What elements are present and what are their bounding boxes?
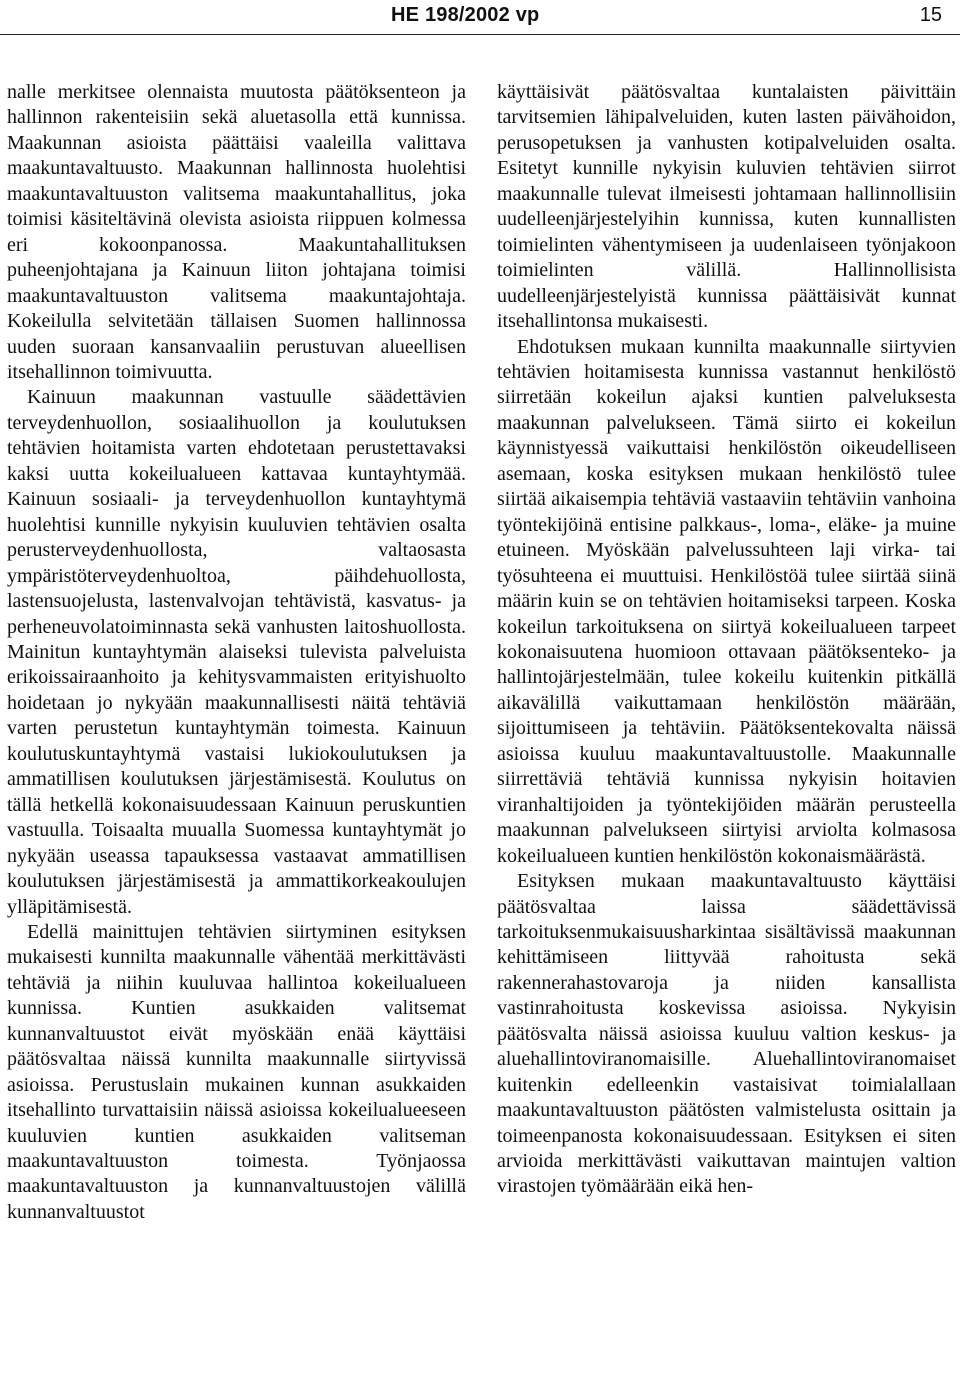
document-reference: HE 198/2002 vp (391, 4, 540, 26)
header-divider (0, 34, 960, 35)
page-number: 15 (919, 4, 942, 26)
page-header (0, 0, 960, 36)
paragraph: Ehdotuksen mukaan kunnilta maakunnalle siirtyvien tehtävien hoitamisesta kunnissa vastannut henkilöstö siirretään kokeilun ajaksi kuntien palveluksesta maakunnan palvelukseen. Tämä siirto ei kokeilun käynnistyessä vaikuttaisi henkilöstön oikeudelliseen asemaan, koska esityksen mukaan henkilöstö tulee siirtää aikaisempia tehtäviä vastaaviin tehtäviin vanhoina työntekijöinä entisine palkkaus-, loma-, eläke- ja muine etuineen. Myöskään palvelussuhteen laji virka- tai työsuhteena ei muuttuisi. Henkilöstöä tulee siirtää siinä määrin kuin se on tehtävien hoitamiseksi tarpeen. Koska kokeilun tarkoituksena on siirtyä kokeilualueen tarpeet kokonaisuutena huomioon ottavaan päätöksenteko- ja hallintojärjestelmään, tulee kokeilu kuitenkin pitkällä aikavälillä vaikuttamaan henkilöstön määrään, sijoittumiseen ja tehtäviin. Päätöksentekovalta näissä asioissa kuuluu maakuntavaltuustolle. Maakunnalle siirrettäviä tehtäviä kunnissa nykyisin hoitavien viranhaltijoiden ja työntekijöiden määrän perusteella maakunnan palvelukseen siirtyisi arviolta kolmasosa kokeilualueen kuntien henkilöstön kokonaismäärästä. (497, 335, 956, 867)
paragraph: Edellä mainittujen tehtävien siirtyminen esityksen mukaisesti kunnilta maakunnalle vähentää merkittävästi tehtäviä ja niihin kuuluvaa hallintoa kokeilualueen kunnissa. Kuntien asukkaiden valitsemat kunnanvaltuustot eivät myöskään enää käyttäisi päätösvaltaa näissä kunnilta maakunnalle siirtyvissä asioissa. Perustuslain mukainen kunnan asukkaiden itsehallinto turvattaisiin näissä asioissa kokeilualueeseen kuuluvien kuntien asukkaiden valitseman maakuntavaltuuston toimesta. Työnjaossa maakuntavaltuuston ja kunnanvaltuustojen välillä kunnanvaltuustot (7, 920, 466, 1223)
paragraph: Kainuun maakunnan vastuulle säädettävien terveydenhuollon, sosiaalihuollon ja koulutuksen tehtävien hoitamista varten ehdotetaan perustettavaksi kaksi uutta kokeilualueen kattavaa kuntayhtymää. Kainuun sosiaali- ja terveydenhuollon kuntayhtymä huolehtisi kunnille nykyisin kuuluvien tehtävien osalta perusterveydenhuollosta, valtaosasta ympäristöterveydenhuoltoa, päihdehuollosta, lastensuojelusta, lastenvalvojan tehtävistä, kasvatus- ja perheneuvolatoiminnasta sekä vanhusten laitoshuollosta. Mainitun kuntayhtymän alaiseksi tulevista palveluista erikoissairaanhoito ja kehitysvammaisten erityishuolto hoidetaan jo nykyään maakunnallisesti näitä tehtäviä varten perustetun kuntayhtymän toimesta. Kainuun koulutuskuntayhtymä vastaisi lukiokoulutuksen ja ammatillisen koulutuksen järjestämisestä. Koulutus on tällä hetkellä kokonaisuudessaan Kainuun peruskuntien vastuulla. Toisaalta muualla Suomessa kuntayhtymät jo nykyään useassa tapauksessa vastaavat ammatillisen koulutuksen järjestämisestä ja ammattikorkeakoulujen ylläpitämisestä. (7, 386, 466, 918)
left-text-column (7, 80, 466, 1225)
paragraph: Esityksen mukaan maakuntavaltuusto käyttäisi päätösvaltaa laissa säädettävissä tarkoituksenmukaisuusharkintaa sisältävissä maakunnan kehittämiseen liittyvää rahoitusta sekä rakennerahastovaroja ja niiden kansallista vastinrahoitusta koskevissa asioissa. Nykyisin päätösvalta näissä asioissa kuuluu valtion keskus- ja aluehallintoviranomaisille. Aluehallintoviranomaiset kuitenkin edelleenkin vastaisivat toimialallaan maakuntavaltuuston päätösten valmistelusta osittain ja toimeenpanosta kokonaisuudessaan. Esityksen ei siten arvioida merkittävästi vaikuttavan maintujen valtion virastojen työmäärään eikä hen- (497, 870, 956, 1198)
right-text-column (497, 80, 956, 1200)
paragraph: nalle merkitsee olennaista muutosta päätöksenteon ja hallinnon rakenteisiin sekä aluetasolla että kunnissa. Maakunnan asioista päättäisi vaaleilla valittava maakuntavaltuusto. Maakunnan hallinnosta huolehtisi maakuntavaltuuston valitsema maakuntahallitus, joka toimisi käsiteltävinä olevista asioista riippuen kolmessa eri kokoonpanossa. Maakuntahallituksen puheenjohtajana ja Kainuun liiton johtajana toimisi maakuntavaltuuston valitsema maakuntajohtaja. Kokeilulla selvitetään tällaisen Suomen hallinnossa uuden suoraan kansanvaaliin perustuvan alueellisen itsehallinnon toimivuutta. (7, 81, 466, 383)
paragraph: käyttäisivät päätösvaltaa kuntalaisten päivittäin tarvitsemien lähipalveluiden, kuten lasten päivähoidon, perusopetuksen ja vanhusten kotipalveluiden osalta. Esitetyt kunnille nykyisin kuluvien tehtävien siirrot maakunnalle tulevat ilmeisesti johtamaan hallinnollisiin uudelleenjärjestelyihin kunnissa, kuten kunnallisten toimielinten vähentymiseen ja uudenlaiseen työnjakoon toimielinten välillä. Hallinnollisista uudelleenjärjestelyistä kunnissa päättäisivät kunnat itsehallintonsa mukaisesti. (497, 81, 956, 333)
